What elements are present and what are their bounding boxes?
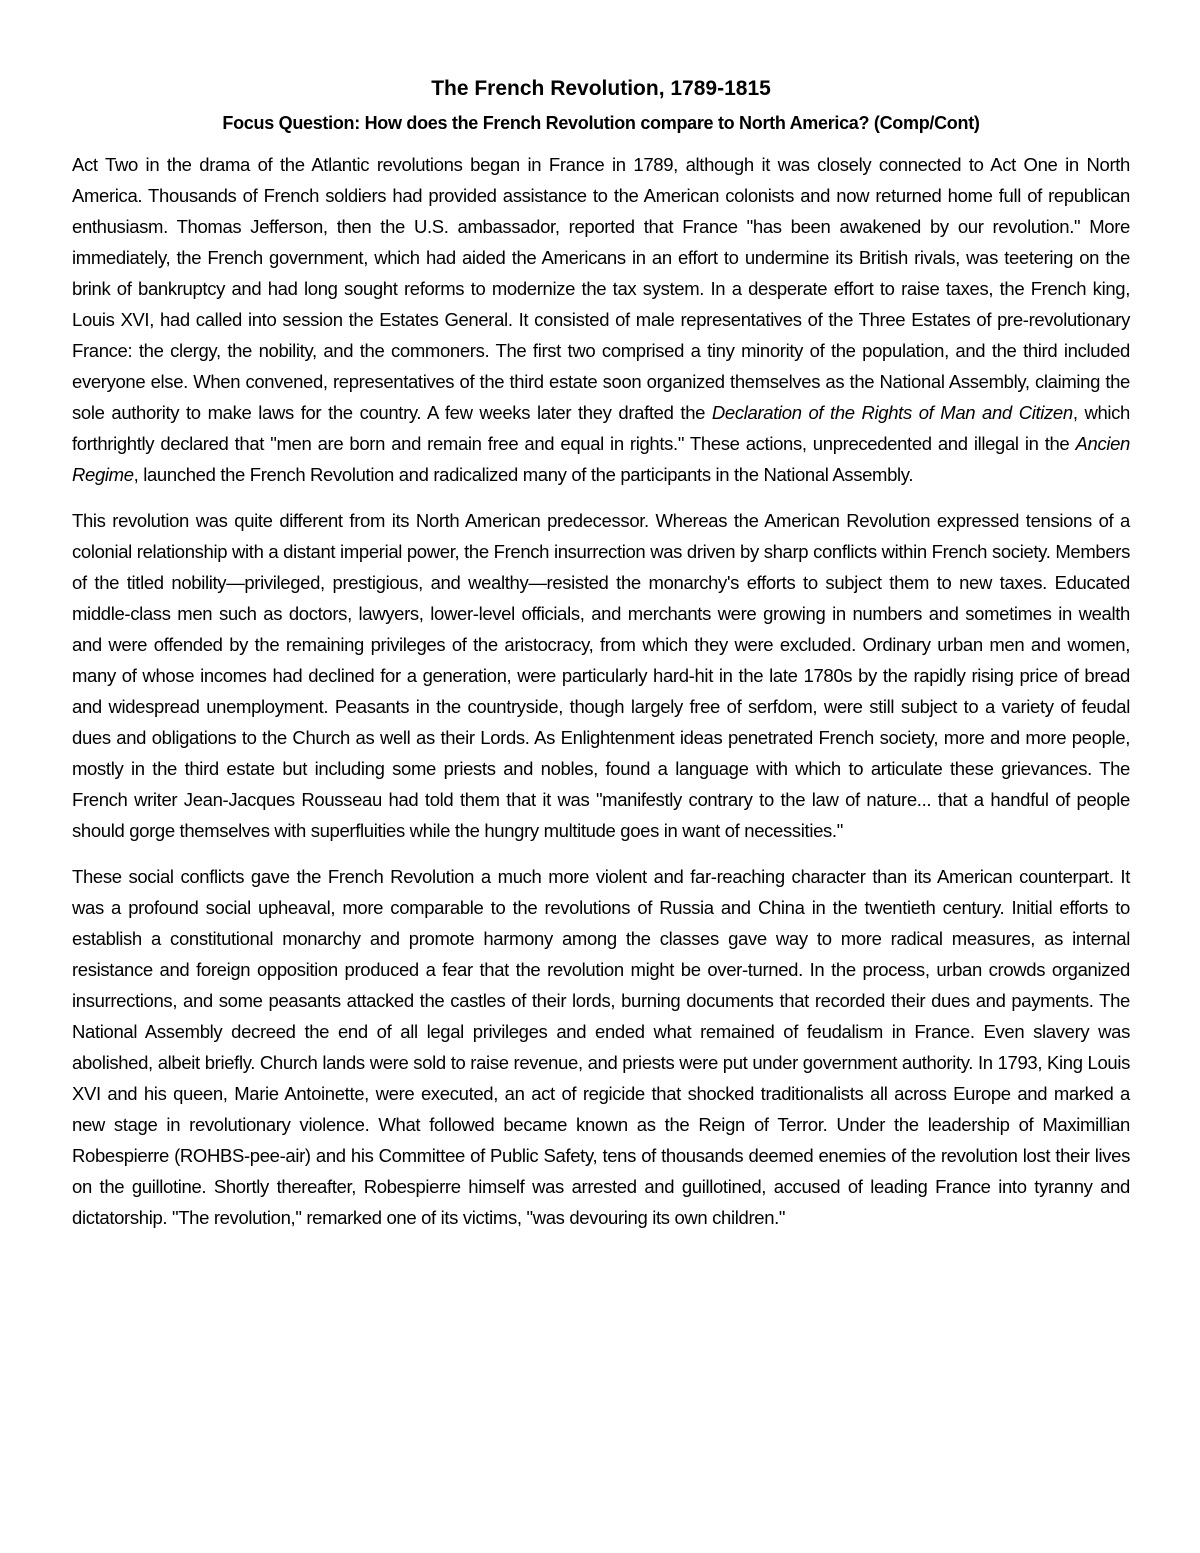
document-title: The French Revolution, 1789-1815	[431, 77, 771, 100]
paragraph-2: This revolution was quite different from its North American predecessor. Whereas the American Revolution expressed tensions of a colonial relationship with a distant imperial power, the French insurrection was driven by sharp conflicts within French society. Members of the titled nobility—privileged, prestigious, and wealthy—resisted the monarchy's efforts to subject them to new taxes. Educated middle-class men such as doctors, lawyers, lower-level officials, and merchants were growing in numbers and sometimes in wealth and were offended by the remaining privileges of the aristocracy, from which they were excluded. Ordinary urban men and women, many of whose incomes had declined for a generation, were particularly hard-hit in the late 1780s by the rapidly rising price of bread and widespread unemployment. Peasants in the countryside, though largely free of serfdom, were still subject to a variety of feudal dues and obligations to the Church as well as their Lords. As Enlightenment ideas penetrated French society, more and more people, mostly in the third estate but including some priests and nobles, found a language with which to articulate these grievances. The French writer Jean-Jacques Rousseau had told them that it was "manifestly contrary to the law of nature... that a handful of people should gorge themselves with superfluities while the hungry multitude goes in want of necessities."	[72, 510, 1130, 841]
focus-question: Focus Question: How does the French Revolution compare to North America? (Comp/Cont)	[222, 113, 980, 133]
ancien-regime-term: Ancien Regime	[72, 433, 1130, 485]
paragraph-1-text-b: , which forthrightly declared that "men are born and remain free and equal in rights." These actions, unprecedented and illegal in the	[72, 402, 1130, 454]
paragraph-3: These social conflicts gave the French Revolution a much more violent and far-reaching character than its American counterpart. It was a profound social upheaval, more comparable to the revolutions of Russia and China in the twentieth century. Initial efforts to establish a constitutional monarchy and promote harmony among the classes gave way to more radical measures, as internal resistance and foreign opposition produced a fear that the revolution might be over-turned. In the process, urban crowds organized insurrections, and some peasants attacked the castles of their lords, burning documents that recorded their dues and payments. The National Assembly decreed the end of all legal privileges and ended what remained of feudalism in France. Even slavery was abolished, albeit briefly. Church lands were sold to raise revenue, and priests were put under government authority. In 1793, King Louis XVI and his queen, Marie Antoinette, were executed, an act of regicide that shocked traditionalists all across Europe and marked a new stage in revolutionary violence. What followed became known as the Reign of Terror. Under the leadership of Maximillian Robespierre (ROHBS-pee-air) and his Committee of Public Safety, tens of thousands deemed enemies of the revolution lost their lives on the guillotine. Shortly thereafter, Robespierre himself was arrested and guillotined, accused of leading France into tyranny and dictatorship. "The revolution," remarked one of its victims, "was devouring its own children."	[72, 866, 1130, 1228]
document-page	[72, 72, 1130, 1248]
declaration-title: Declaration of the Rights of Man and Citizen	[711, 402, 1073, 423]
paragraph-1	[72, 149, 1130, 490]
paragraph-1-text-c: , launched the French Revolution and radicalized many of the participants in the National Assembly.	[133, 464, 914, 485]
paragraph-1-text-a: Act Two in the drama of the Atlantic revolutions began in France in 1789, although it was closely connected to Act One in North America. Thousands of French soldiers had provided assistance to the American colonists and now returned home full of republican enthusiasm. Thomas Jefferson, then the U.S. ambassador, reported that France "has been awakened by our revolution." More immediately, the French government, which had aided the Americans in an effort to undermine its British rivals, was teetering on the brink of bankruptcy and had long sought reforms to modernize the tax system. In a desperate effort to raise taxes, the French king, Louis XVI, had called into session the Estates General. It consisted of male representatives of the Three Estates of pre-revolutionary France: the clergy, the nobility, and the commoners. The first two comprised a tiny minority of the population, and the third included everyone else. When convened, representatives of the third estate soon organized themselves as the National Assembly, claiming the sole authority to make laws for the country. A few weeks later they drafted the	[72, 154, 1130, 423]
